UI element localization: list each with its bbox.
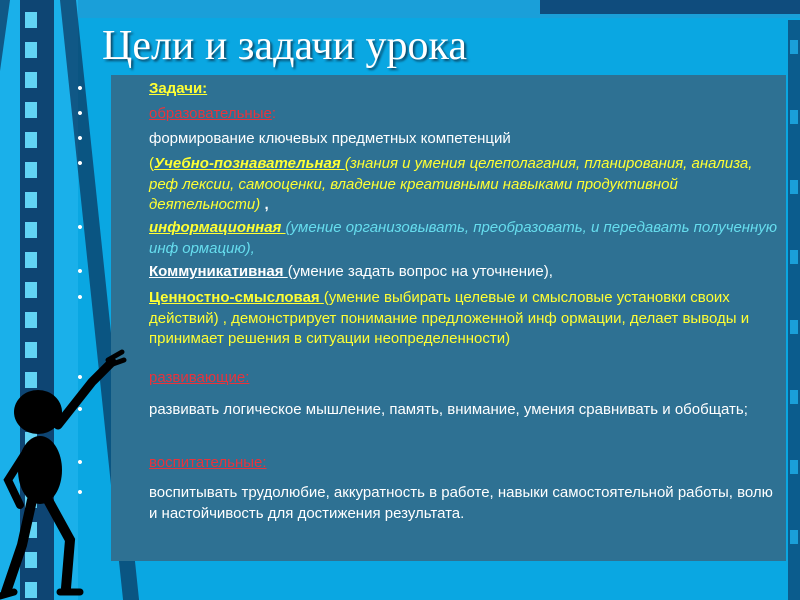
list-item-text [149,104,779,125]
content-panel [77,75,786,561]
text-segment: Коммуникативная [149,263,288,280]
list-item-text [149,262,779,283]
bullet-icon: • [77,155,83,172]
text-segment: образовательные [149,105,272,122]
text-segment: (умение выбирать целевые и смысловые установки своих действий) , демонстрирует понимание предложенной инф ормации, делает выводы и принимает решения в ситуации неопределенности) [149,289,750,347]
bullet-icon: • [77,219,83,236]
list-item-text [149,483,779,524]
list-item-text [149,400,779,421]
stick-figure-pointing-icon [0,330,140,600]
text-segment: (умение задать вопрос на уточнение), [287,263,553,280]
list-item-text [149,368,779,389]
text-segment: развивающие: [149,369,250,386]
text-segment: Учебно-познавательная [154,155,345,172]
text-segment: (умение организовывать, преобразовать, и передавать полученную инф ормацию), [149,219,778,257]
bullet-icon: • [77,454,83,471]
text-segment: : [271,105,277,122]
text-segment: развивать логическое мышление, память, внимание, умения сравнивать и обобщать; [149,401,748,418]
bullet-icon: • [77,289,83,306]
bullet-icon: • [77,369,83,386]
text-segment: (знания и умения целеполагания, планирования, анализа, реф лексии, самооценки, владение креативными навыками продуктивной деятельности) [149,155,753,213]
list-item-text [149,453,779,474]
bullet-icon: • [77,130,83,147]
list-item-text [149,288,779,350]
slide-title: Цели и задачи урока [102,23,467,69]
text-segment: Задачи: [149,80,208,97]
text-segment: информационная [149,219,286,236]
bullet-icon: • [77,263,83,280]
text-segment: воспитательные: [149,454,267,471]
list-item-text [149,79,779,100]
bullet-icon: • [77,105,83,122]
text-segment: воспитывать трудолюбие, аккуратность в работе, навыки самостоятельной работы, волю и настойчивость для достижения результата. [149,484,773,522]
text-segment: , [264,196,269,213]
text-segment: Ценностно-смысловая [149,289,324,306]
bullet-icon: • [77,80,83,97]
text-segment: формирование ключевых предметных компетенций [149,130,511,147]
list-item-text [149,218,779,259]
list-item-text [149,154,779,216]
list-item-text [149,129,779,150]
bullet-icon: • [77,484,83,501]
text-segment: ( [149,155,154,172]
bullet-icon: • [77,401,83,418]
